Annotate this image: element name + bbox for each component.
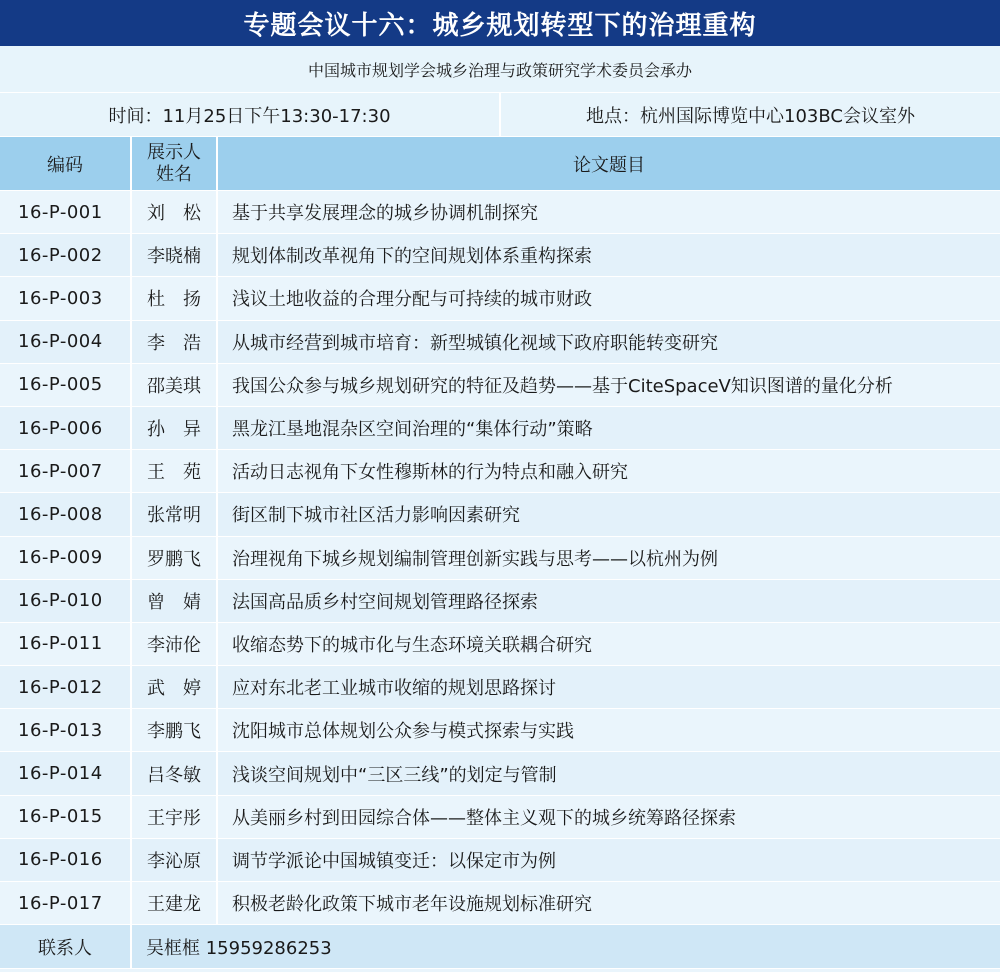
table-row: [0, 191, 1000, 234]
row-presenter: 王 苑: [130, 450, 218, 492]
row-code: 16-P-014: [18, 763, 103, 785]
session-title: 专题会议十六：城乡规划转型下的治理重构: [0, 0, 1000, 46]
table-row: [0, 666, 1000, 709]
row-paper-title: 基于共享发展理念的城乡协调机制探究: [232, 203, 538, 225]
row-code: 16-P-003: [18, 287, 103, 309]
row-presenter: 张常明: [130, 493, 218, 535]
row-paper-title: 街区制下城市社区活力影响因素研究: [232, 505, 520, 527]
row-paper-title: 浅谈空间规划中“三区三线”的划定与管制: [232, 764, 557, 786]
header-presenter-line1: 展示人: [147, 141, 201, 163]
table-row: [0, 493, 1000, 536]
session-place: 地点：杭州国际博览中心103BC会议室外: [586, 105, 915, 127]
row-presenter: 邵美琪: [130, 364, 218, 406]
row-paper-title: 积极老龄化政策下城市老年设施规划标准研究: [232, 894, 592, 916]
row-code: 16-P-013: [18, 719, 103, 741]
table-row: [0, 234, 1000, 277]
row-presenter: 王宇彤: [130, 796, 218, 838]
session-time: 时间：11月25日下午13:30-17:30: [0, 93, 501, 136]
row-code: 16-P-016: [18, 849, 103, 871]
paper-list: [0, 191, 1000, 925]
row-paper-title: 规划体制改革视角下的空间规划体系重构探索: [232, 246, 592, 268]
row-code: 16-P-008: [18, 503, 103, 525]
table-row: [0, 623, 1000, 666]
organizer-line: [0, 46, 1000, 93]
table-row: [0, 450, 1000, 493]
table-row: [0, 277, 1000, 320]
row-code: 16-P-015: [18, 806, 103, 828]
row-presenter: 曾 婧: [130, 580, 218, 622]
row-paper-title: 调节学派论中国城镇变迁：以保定市为例: [232, 850, 556, 872]
row-presenter: 武 婷: [130, 666, 218, 708]
row-paper-title: 黑龙江垦地混杂区空间治理的“集体行动”策略: [232, 419, 593, 441]
row-paper-title: 我国公众参与城乡规划研究的特征及趋势——基于CiteSpaceⅤ知识图谱的量化分析: [232, 375, 893, 397]
table-row: [0, 321, 1000, 364]
row-code: 16-P-011: [18, 633, 103, 655]
row-presenter: 孙 异: [130, 407, 218, 449]
header-code: 编码: [47, 154, 83, 176]
row-code: 16-P-001: [18, 201, 103, 223]
row-code: 16-P-006: [18, 417, 103, 439]
row-presenter: 罗鹏飞: [130, 537, 218, 579]
row-code: 16-P-005: [18, 374, 103, 396]
row-code: 16-P-007: [18, 460, 103, 482]
contact-value: 吴框框 15959286253: [130, 925, 1000, 968]
row-code: 16-P-009: [18, 547, 103, 569]
organizer-text: 中国城市规划学会城乡治理与政策研究学术委员会承办: [307, 60, 692, 80]
table-row: [0, 882, 1000, 925]
header-presenter-line2: 姓名: [156, 163, 192, 185]
table-row: [0, 407, 1000, 450]
row-presenter: 李晓楠: [130, 234, 218, 276]
row-paper-title: 收缩态势下的城市化与生态环境关联耦合研究: [232, 634, 592, 656]
table-row: [0, 537, 1000, 580]
row-presenter: 杜 扬: [130, 277, 218, 319]
row-presenter: 李沛伦: [130, 623, 218, 665]
table-row: [0, 796, 1000, 839]
row-paper-title: 应对东北老工业城市收缩的规划思路探讨: [232, 678, 556, 700]
row-presenter: 刘 松: [130, 191, 218, 233]
row-code: 16-P-017: [18, 892, 103, 914]
row-presenter: 王建龙: [130, 882, 218, 924]
row-presenter: 吕冬敏: [130, 752, 218, 794]
table-row: [0, 709, 1000, 752]
table-row: [0, 580, 1000, 623]
table-row: [0, 364, 1000, 407]
contact-label: 联系人: [38, 937, 92, 959]
contact-row: [0, 925, 1000, 969]
row-presenter: 李沁原: [130, 839, 218, 881]
row-presenter: 李鹏飞: [130, 709, 218, 751]
row-paper-title: 沈阳城市总体规划公众参与模式探索与实践: [232, 721, 574, 743]
row-paper-title: 活动日志视角下女性穆斯林的行为特点和融入研究: [232, 462, 628, 484]
header-presenter: [130, 137, 218, 190]
row-paper-title: 从美丽乡村到田园综合体——整体主义观下的城乡统筹路径探索: [232, 807, 736, 829]
row-paper-title: 法国高品质乡村空间规划管理路径探索: [232, 591, 538, 613]
table-row: [0, 752, 1000, 795]
row-code: 16-P-012: [18, 676, 103, 698]
row-paper-title: 从城市经营到城市培育：新型城镇化视域下政府职能转变研究: [232, 332, 718, 354]
row-code: 16-P-002: [18, 244, 103, 266]
row-paper-title: 浅议土地收益的合理分配与可持续的城市财政: [232, 289, 592, 311]
header-paper: 论文题目: [573, 154, 645, 176]
time-place-row: [0, 93, 1000, 137]
row-presenter: 李 浩: [130, 321, 218, 363]
row-code: 16-P-004: [18, 331, 103, 353]
table-header: [0, 137, 1000, 191]
row-paper-title: 治理视角下城乡规划编制管理创新实践与思考——以杭州为例: [232, 548, 718, 570]
table-row: [0, 839, 1000, 882]
row-code: 16-P-010: [18, 590, 103, 612]
